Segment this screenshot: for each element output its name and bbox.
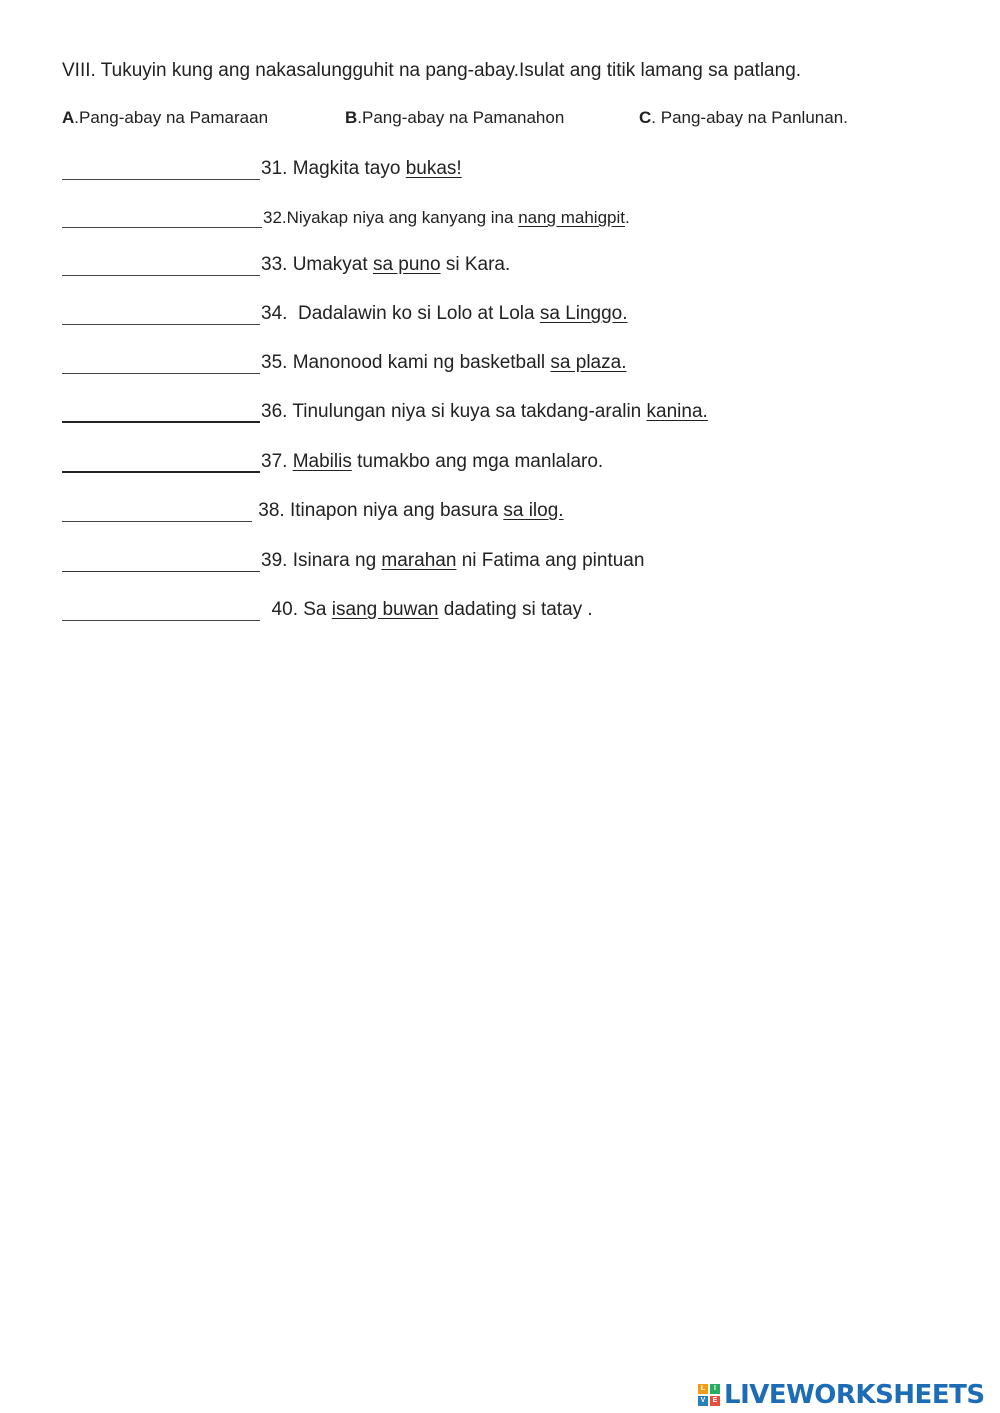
choice-b: [345, 108, 564, 128]
answer-blank[interactable]: [62, 304, 260, 325]
question-37: [62, 447, 603, 473]
question-text: 39. Isinara ng marahan ni Fatima ang pintuan: [261, 550, 645, 571]
answer-blank[interactable]: [62, 401, 260, 423]
underlined-word: sa Linggo.: [539, 303, 628, 324]
underlined-word: bukas!: [405, 158, 462, 179]
answer-blank[interactable]: [62, 501, 252, 522]
question-31: [62, 154, 462, 180]
underlined-word: sa ilog.: [503, 500, 564, 521]
underlined-word: nang mahigpit: [518, 208, 625, 227]
choice-c: [639, 108, 848, 128]
answer-blank[interactable]: [62, 207, 262, 228]
underlined-word: isang buwan: [331, 599, 439, 620]
underlined-word: Mabilis: [292, 451, 352, 472]
question-34: [62, 299, 628, 325]
question-38: [62, 496, 564, 522]
question-33: [62, 250, 510, 276]
underlined-word: kanina.: [646, 401, 708, 422]
question-36: [62, 397, 708, 423]
choice-text: . Pang-abay na Panlunan.: [651, 108, 848, 127]
question-40: [62, 595, 593, 621]
question-text: 31. Magkita tayo bukas!: [261, 158, 462, 179]
question-text: 40. Sa isang buwan dadating si tatay .: [261, 599, 593, 620]
answer-blank[interactable]: [62, 159, 260, 180]
question-text: 33. Umakyat sa puno si Kara.: [261, 254, 511, 275]
underlined-word: sa plaza.: [550, 352, 627, 373]
choice-letter: B: [345, 108, 358, 127]
answer-blank[interactable]: [62, 551, 260, 572]
answer-blank[interactable]: [62, 353, 260, 374]
question-text: 36. Tinulungan niya si kuya sa takdang-aralin kanina.: [261, 401, 708, 422]
worksheet-title: VIII. Tukuyin kung ang nakasalungguhit na pang-abay.Isulat ang titik lamang sa patlang.: [62, 60, 802, 81]
underlined-word: sa puno: [372, 254, 441, 275]
question-text: 38. Itinapon niya ang basura sa ilog.: [253, 500, 564, 521]
liveworksheets-logo: [698, 1378, 985, 1412]
choice-letter: A: [62, 108, 75, 127]
logo-text: LIVEWORKSHEETS: [724, 1380, 985, 1410]
question-35: [62, 348, 626, 374]
question-text: 32.Niyakap niya ang kanyang ina nang mahigpit.: [263, 208, 630, 227]
choice-text: .Pang-abay na Pamanahon: [357, 108, 565, 127]
question-text: 34. Dadalawin ko si Lolo at Lola sa Linggo.: [261, 303, 628, 324]
choice-letter: C: [639, 108, 652, 127]
question-32: [62, 202, 630, 228]
question-text: 35. Manonood kami ng basketball sa plaza.: [261, 352, 627, 373]
choice-a: [62, 108, 268, 128]
logo-mark-icon: L I V E: [698, 1384, 720, 1406]
underlined-word: marahan: [381, 550, 457, 571]
choice-text: .Pang-abay na Pamaraan: [74, 108, 269, 127]
answer-blank[interactable]: [62, 451, 260, 473]
question-39: [62, 546, 644, 572]
question-text: 37. Mabilis tumakbo ang mga manlalaro.: [261, 451, 604, 472]
answer-blank[interactable]: [62, 255, 260, 276]
answer-blank[interactable]: [62, 600, 260, 621]
